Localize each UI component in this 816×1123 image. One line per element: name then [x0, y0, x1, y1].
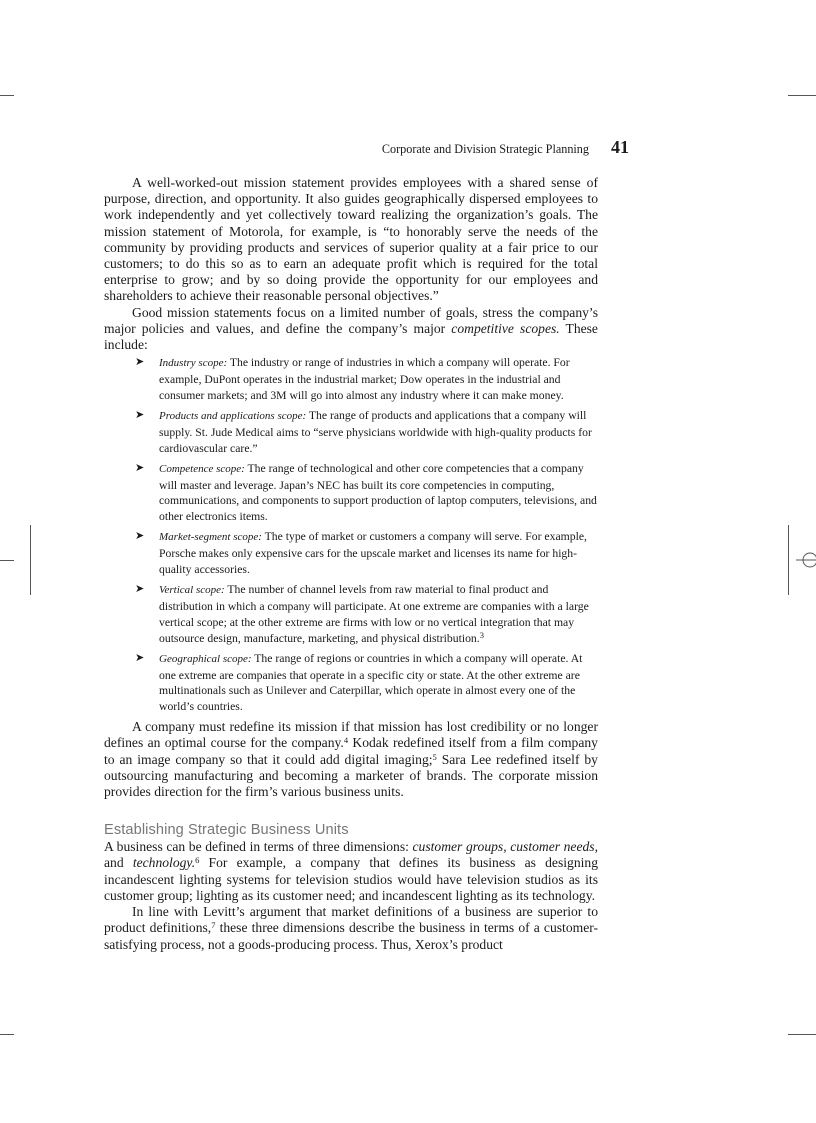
crop-mark: [0, 560, 14, 561]
footnote-ref: 4: [343, 735, 349, 746]
list-item: ➤ Vertical scope: The number of channel levels from raw material to final product and distribution in which a company will participate. At one extreme are companies with a large vertical scope; at the other extreme are firms with low or no vertical integration that may outsource design, manufacture, marketing, and physical distribution.$^3$: [135, 583, 589, 645]
arrow-bullet-icon: ➤: [135, 408, 145, 421]
arrow-bullet-icon: ➤: [135, 583, 145, 596]
footnote-ref: 7: [211, 920, 216, 931]
crop-mark: [0, 95, 14, 96]
scope-term: Industry scope:: [159, 357, 228, 370]
scope-term: Competence scope:: [159, 462, 245, 475]
running-head: Corporate and Division Strategic Planning: [381, 142, 589, 156]
registration-mark-icon: [796, 550, 816, 570]
footnote-ref: 5: [432, 751, 437, 762]
arrow-bullet-icon: ➤: [135, 651, 145, 664]
paragraph-three-dimensions: A business can be defined in terms of three dimensions: customer groups, customer needs, and technology.$^6$ For example, a company that defines its business as designing incandescent lighting systems for television studios would have television studios as its customer group; lighting as its customer need; and incandescent lighting as its technology.: [104, 839, 598, 903]
body-text: [104, 175, 598, 953]
crop-mark: [788, 95, 816, 96]
arrow-bullet-icon: ➤: [135, 530, 145, 543]
term-technology: technology.: [132, 855, 196, 871]
page-header: [104, 137, 629, 158]
paragraph-levitt-argument: In line with Levitt’s argument that market definitions of a business are superior to product definitions,$^7$ these three dimensions describe the business in terms of a customer-satisfying process, not a goods-producing process. Thus, Xerox’s product: [104, 904, 599, 952]
scope-term: Products and applications scope:: [159, 409, 307, 422]
list-item: ➤ Market-segment scope: The type of market or customers a company will serve. For example, Porsche makes only expensive cars for the upscale market and licenses its name for high-quality accessories.: [135, 530, 587, 577]
crop-mark: [788, 525, 789, 595]
arrow-bullet-icon: ➤: [135, 461, 145, 474]
crop-mark: [788, 1034, 816, 1035]
page-number: 41: [611, 137, 629, 157]
arrow-bullet-icon: ➤: [135, 356, 145, 369]
list-item: ➤ Industry scope: The industry or range of industries in which a company will operate. For example, DuPont operates in the industrial market; Dow operates in the industrial and consumer markets; and 3M will go into almost any industry where it can make money.: [135, 356, 570, 403]
term-competitive-scopes: competitive scopes.: [451, 320, 560, 336]
footnote-ref: 6: [195, 855, 200, 866]
footnote-ref: 3: [479, 629, 484, 640]
crop-mark: [30, 525, 31, 595]
list-item: ➤ Competence scope: The range of technological and other core competencies that a company will master and leverage. Japan’s NEC has built its core competencies in computing, communications, and components to support production of laptop computers, televisions, and other electronics items.: [135, 461, 597, 524]
paragraph-mission-statement: A well-worked-out mission statement provides employees with a shared sense of purpose, direction, and opportunity. It also guides geographically dispersed employees to work independently and yet collectively toward realizing the organization’s goals. The mission statement of Motorola, for example, is “to honorably serve the needs of the community by providing products and services of superior quality at a fair price to our customers; to do this so as to earn an adequate profit which is required for the total enterprise to grow; and by so doing provide the opportunity for our employees and shareholders to achieve their reasonable personal objectives.”: [104, 175, 598, 304]
paragraph-redefine-mission: A company must redefine its mission if that mission has lost credibility or no longer defines an optimal course for the company.$^4$ Kodak redefined itself from a film company to an image company so that it could add digital imaging;$^5$ Sara Lee redefined itself by outsourcing manufacturing and becoming a marketer of brands. The corporate mission provides direction for the firm’s various business units.: [104, 719, 598, 800]
scope-term: Market-segment scope:: [159, 531, 262, 544]
scope-term: Geographical scope:: [159, 652, 252, 665]
paragraph-good-mission-statements: Good mission statements focus on a limited number of goals, stress the company’s major policies and values, and define the company’s major competitive scopes. These include:: [104, 304, 598, 353]
list-item: ➤ Products and applications scope: The range of products and applications that a company will supply. St. Jude Medical aims to “serve physicians worldwide with high-quality products for cardiovascular care.”: [135, 408, 592, 455]
term-customer-groups-needs: customer groups, customer needs,: [412, 839, 598, 855]
crop-mark: [0, 1034, 14, 1035]
scope-list: [104, 355, 598, 715]
list-item: ➤ Geographical scope: The range of regions or countries in which a company will operate. At one extreme are companies that operate in a specific city or state. At the other extreme are multinationals such as Unilever and Caterpillar, which operate in almost every one of the world’s countries.: [135, 651, 583, 714]
scope-term: Vertical scope:: [159, 584, 225, 597]
section-heading: Establishing Strategic Business Units: [104, 822, 349, 839]
